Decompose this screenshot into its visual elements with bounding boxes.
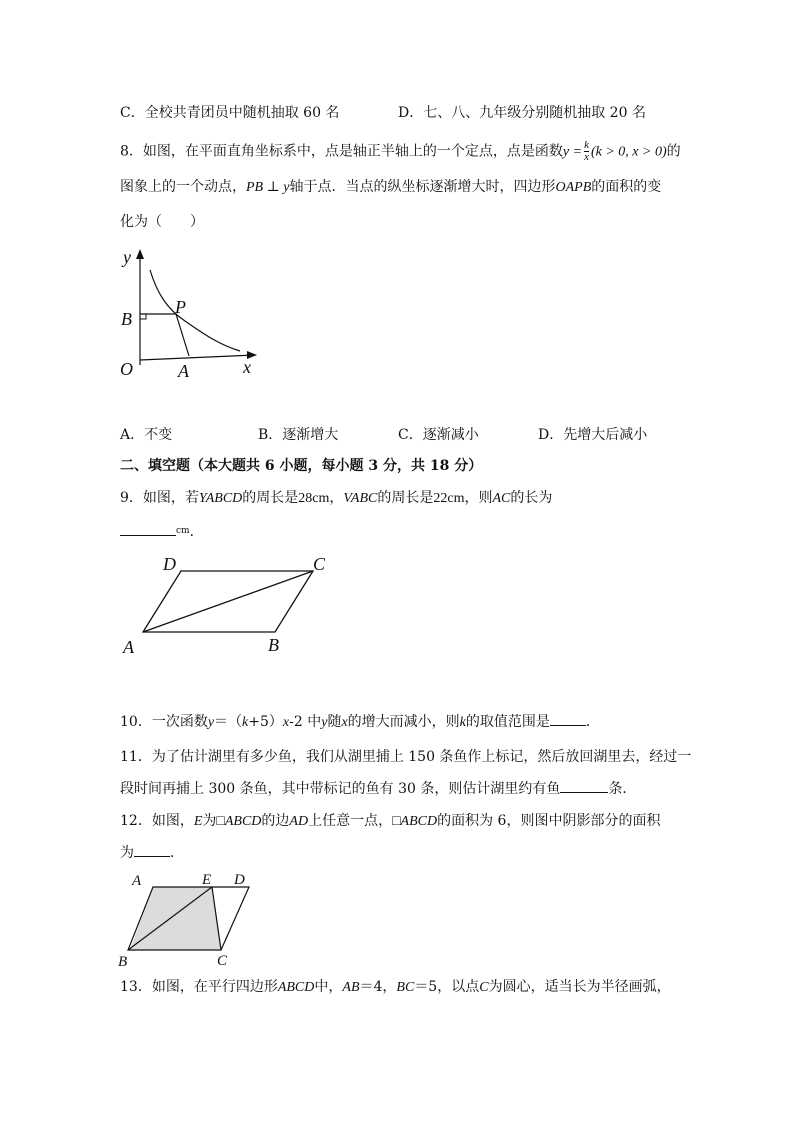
q12-answer-blank: [134, 842, 170, 857]
q8-option-c: C．逐渐减小: [398, 427, 479, 443]
q8-line-1: 8．如图，在平面直角坐标系中，点是轴正半轴上的一个定点，点是函数y = $\frac{k}{x}$ (k > 0, x > 0)的: [120, 139, 681, 163]
label-y: y: [123, 247, 131, 267]
label-p: P: [175, 297, 186, 317]
label-a: A: [123, 637, 134, 657]
q8-option-b: B．逐渐增大: [258, 427, 339, 443]
q12-line-2: 为 ．: [120, 842, 184, 863]
diagonal-ac: [143, 571, 313, 632]
y-axis-arrow: [136, 249, 144, 259]
shaded-triangle: [130, 887, 221, 950]
label-x: x: [243, 357, 251, 377]
q9-line-1: 9．如图，若YABCD的周长是28cm，VABC的周长是22cm，则AC的长为: [120, 490, 553, 506]
q10-line: 10．一次函数y＝（k+5）x-2 中y随x的增大而减小，则k的取值范围是 ．: [120, 711, 600, 733]
label-c: C: [313, 554, 326, 574]
q11-answer-blank: [560, 778, 608, 793]
label-a: A: [132, 873, 142, 889]
label-b: B: [118, 954, 128, 970]
q8-fraction: $\frac{k}{x}$: [584, 139, 589, 163]
q11-line-1: 11．为了估计湖里有多少鱼，我们从湖里捕上 150 条鱼作上标记，然后放回湖里去，经过一: [120, 749, 692, 765]
label-a: A: [178, 361, 189, 381]
q7-option-c: C．全校共青团员中随机抽取 60 名: [120, 105, 340, 121]
hyperbola-curve: [150, 270, 240, 351]
label-d: D: [163, 554, 176, 574]
label-o: O: [120, 359, 133, 379]
q12-line-1: 12．如图，E为□ABCD的边AD上任意一点，□ABCD的面积为 6，则图中阴影部分的面积: [120, 813, 661, 829]
q8-figure: [115, 245, 265, 380]
x-axis: [140, 355, 255, 360]
label-d: D: [234, 872, 245, 888]
q13-line-1: 13．如图，在平行四边形ABCD中，AB＝4，BC＝5，以点C为圆心，适当长为半径画弧，: [120, 979, 671, 995]
right-angle-mark: [140, 314, 146, 319]
label-e: E: [202, 872, 212, 888]
label-b: B: [268, 635, 279, 655]
q8-option-d: D．先增大后减小: [538, 427, 648, 443]
q9-figure: [120, 552, 335, 662]
label-c: C: [217, 953, 228, 969]
section-2-title: 二、填空题（本大题共 6 小题，每小题 3 分，共 18 分）: [120, 458, 483, 474]
q7-option-d: D．七、八、九年级分别随机抽取 20 名: [398, 105, 646, 121]
segment-pa: [176, 314, 189, 356]
q12-figure: [115, 870, 255, 970]
q9-line-2: $^{cm}$．: [120, 521, 204, 542]
q8-option-a: A．不变: [120, 427, 173, 443]
q10-answer-blank: [550, 711, 586, 726]
q9-answer-blank: [120, 521, 176, 536]
label-b: B: [121, 309, 132, 329]
q8-line-3: 化为（ ）: [120, 214, 204, 230]
q11-line-2: 段时间再捕上 300 条鱼，其中带标记的鱼有 30 条，则估计湖里约有鱼 条．: [120, 778, 636, 799]
q8-line-2: 图象上的一个动点，PB ⊥ y轴于点．当点的纵坐标逐渐增大时，四边形OAPB的面积的变: [120, 179, 662, 195]
